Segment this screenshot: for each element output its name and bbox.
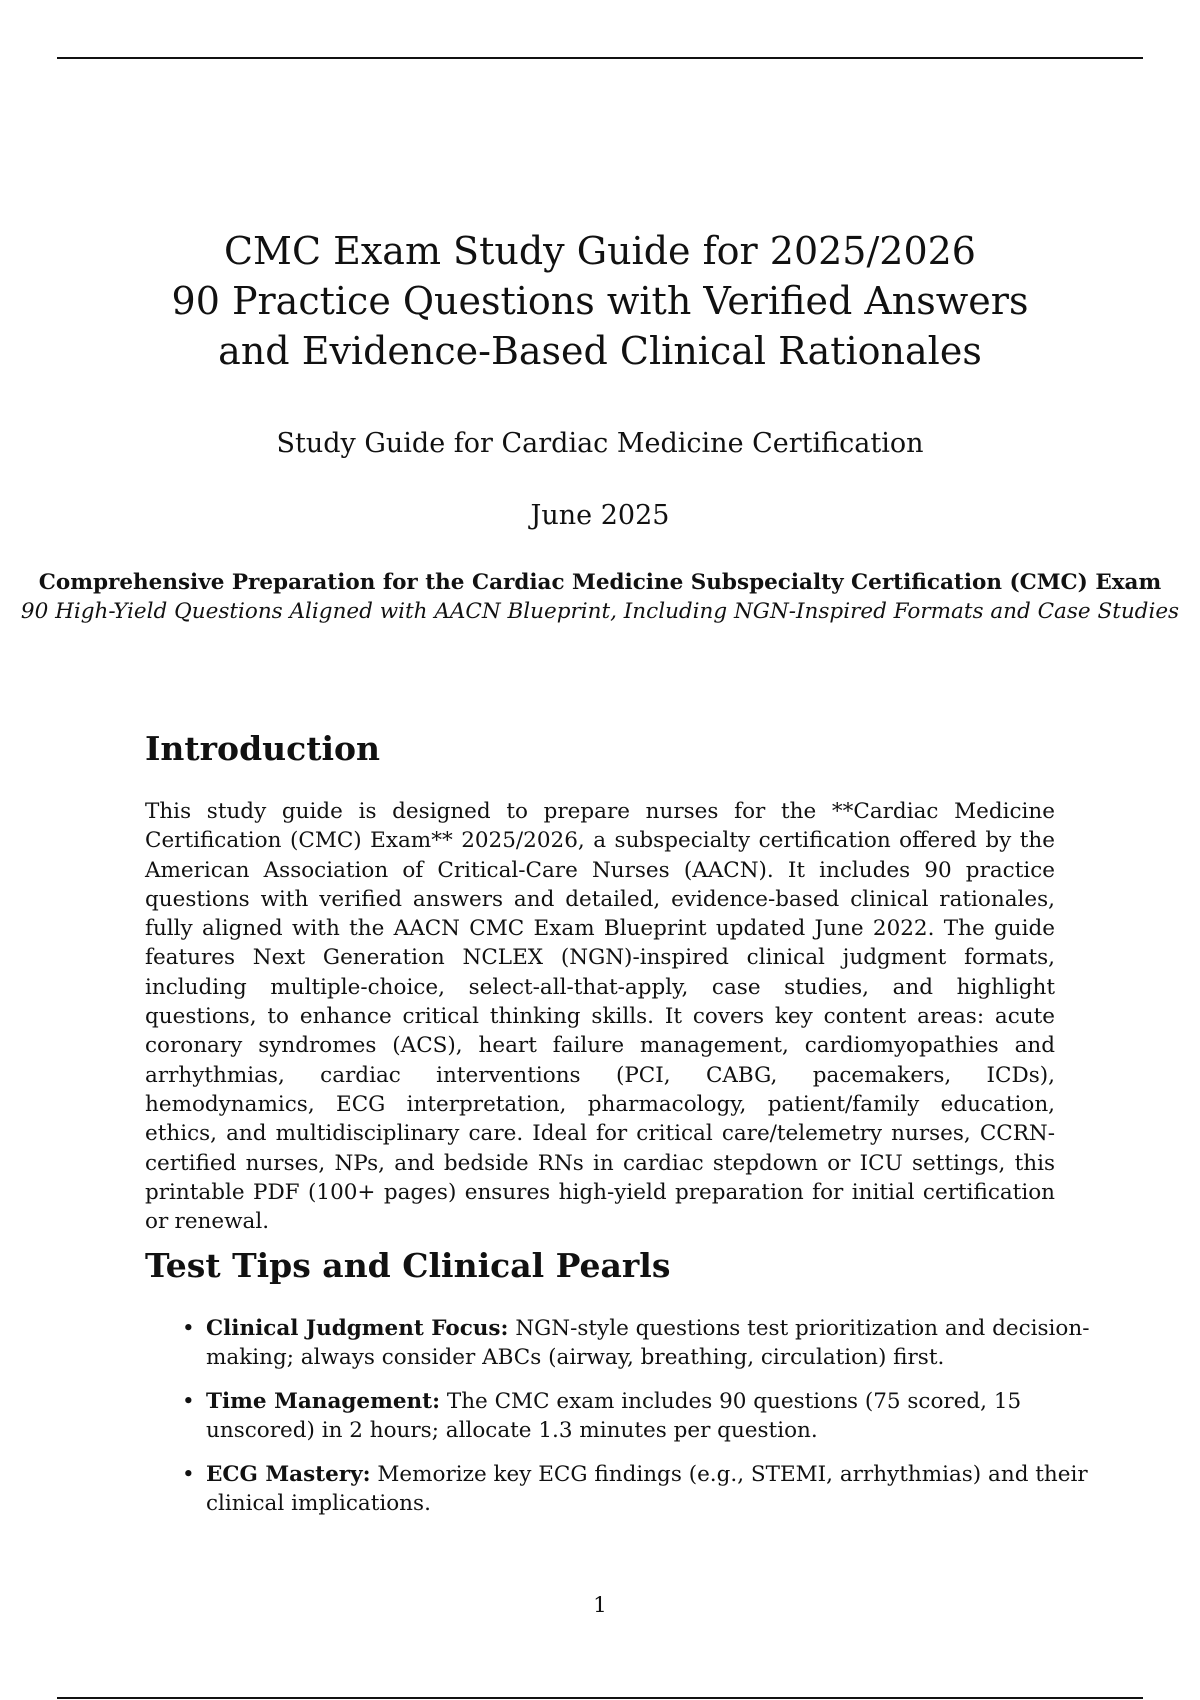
bullet-icon: •	[182, 1316, 195, 1341]
title-line-2: 90 Practice Questions with Verified Answers	[171, 279, 1029, 323]
tip-label: Time Management:	[206, 1389, 441, 1414]
page-number: 1	[593, 1593, 607, 1618]
tip-item-ecg-mastery	[145, 1460, 1101, 1518]
introduction-heading: Introduction	[145, 729, 381, 768]
tip-text: Memorize key ECG findings (e.g., STEMI, arrhythmias) and their clinical implications.	[206, 1462, 1088, 1516]
tip-text: The CMC exam includes 90 questions (75 scored, 15 unscored) in 2 hours; allocate 1.3 minutes per question.	[206, 1389, 1022, 1443]
tip-label: Clinical Judgment Focus:	[206, 1316, 509, 1341]
bullet-icon: •	[182, 1389, 195, 1414]
title-line-3: and Evidence-Based Clinical Rationales	[218, 329, 982, 373]
title-line-1: CMC Exam Study Guide for 2025/2026	[223, 229, 976, 273]
document-title	[0, 226, 1200, 376]
bottom-rule	[57, 1697, 1143, 1699]
bullet-icon: •	[182, 1462, 195, 1487]
tagline-block	[0, 568, 1200, 626]
tips-heading: Test Tips and Clinical Pearls	[145, 1246, 671, 1285]
tip-text: NGN-style questions test prioritization and decision-making; always consider ABCs (airway, breathing, circulation) first.	[206, 1316, 1090, 1370]
top-rule	[57, 57, 1143, 59]
tip-label: ECG Mastery:	[206, 1462, 371, 1487]
tips-list	[145, 1314, 1105, 1533]
tagline-bold: Comprehensive Preparation for the Cardiac Medicine Subspecialty Certification (CMC) Exam	[38, 570, 1162, 595]
tip-item-time-management	[145, 1387, 1101, 1445]
document-subtitle: Study Guide for Cardiac Medicine Certification	[276, 428, 924, 459]
tagline-italic: 90 High-Yield Questions Aligned with AACN Blueprint, Including NGN-Inspired Formats and Case Studies	[20, 599, 1180, 624]
introduction-body: This study guide is designed to prepare nurses for the **Cardiac Medicine Certification (CMC) Exam** 2025/2026, a subspecialty certification offered by the American Association of Critical-Care Nurses (AACN). It includes 90 practice questions with verified answers and detailed, evidence-based clinical rationales, fully aligned with the AACN CMC Exam Blueprint updated June 2022. The guide features Next Generation NCLEX (NGN)-inspired clinical judgment formats, including multiple-choice, select-all-that-apply, case studies, and highlight questions, to enhance critical thinking skills. It covers key content areas: acute coronary syndromes (ACS), heart failure management, cardiomyopathies and arrhythmias, cardiac interventions (PCI, CABG, pacemakers, ICDs), hemodynamics, ECG interpretation, pharmacology, patient/family education, ethics, and multidisciplinary care. Ideal for critical care/telemetry nurses, CCRN-certified nurses, NPs, and bedside RNs in cardiac stepdown or ICU settings, this printable PDF (100+ pages) ensures high-yield preparation for initial certification or renewal.	[145, 799, 1055, 1235]
document-date: June 2025	[530, 500, 670, 531]
tip-item-clinical-judgment	[145, 1314, 1101, 1372]
